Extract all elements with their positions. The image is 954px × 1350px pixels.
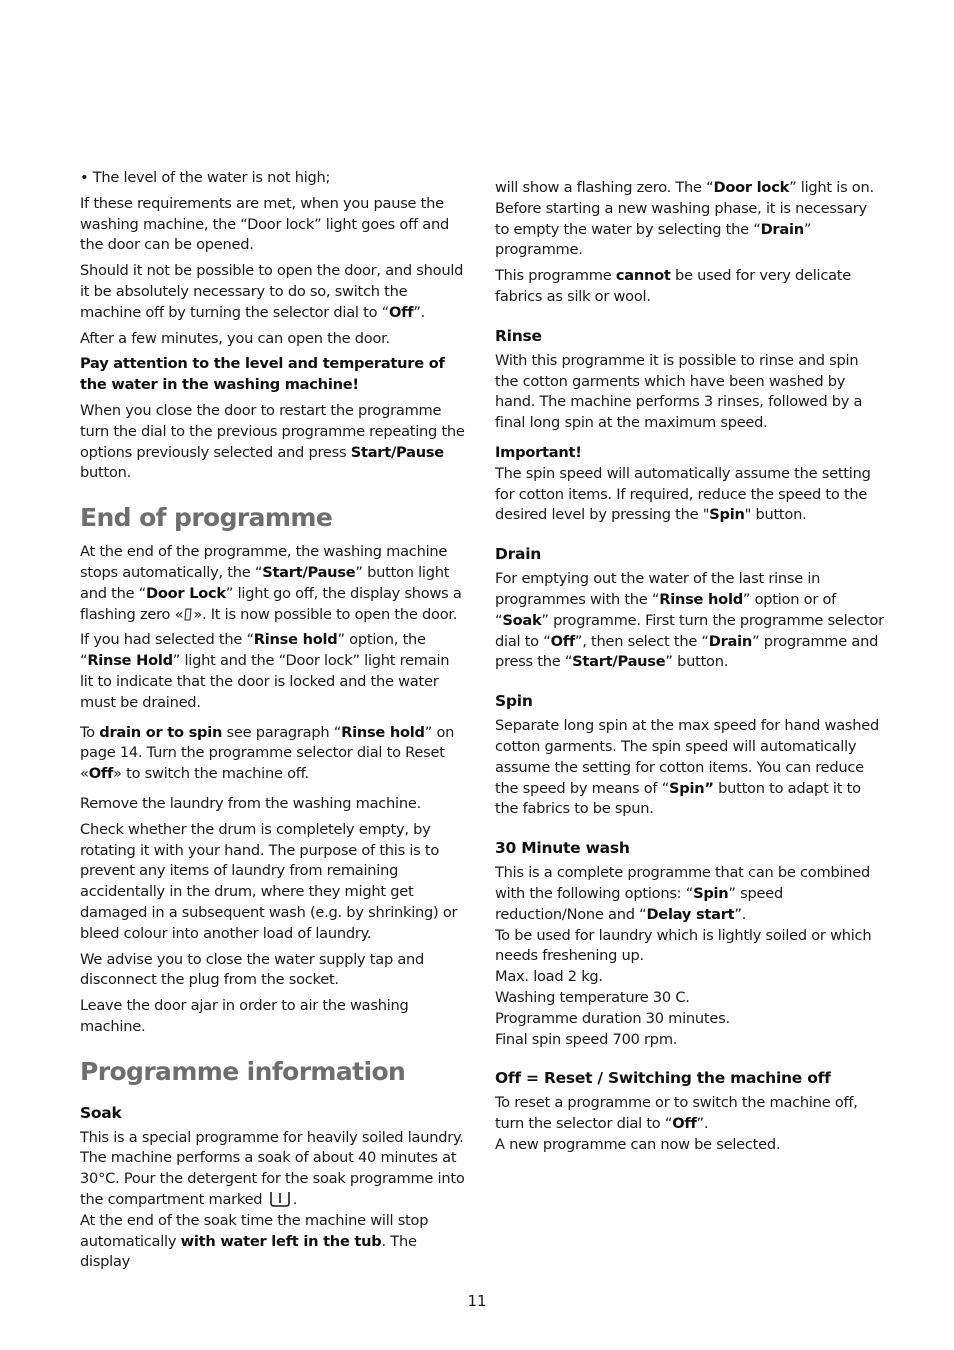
warning-text: Pay attention to the level and temperature of the water in the washing machine! — [80, 355, 445, 394]
section-title-programme-information: Programme information — [80, 1056, 406, 1086]
subheading-30-minute-wash: 30 Minute wash — [495, 839, 630, 858]
paragraph: If you had selected the “Rinse hold” option, the “Rinse Hold” light and the “Door lock” light remain lit to indicate that the door is locked and the water must be drained. — [80, 631, 450, 711]
soak-compartment-icon — [269, 1190, 291, 1208]
left-column — [80, 168, 465, 1278]
section-title-end-of-programme: End of programme — [80, 503, 333, 533]
paragraph: If these requirements are met, when you pause the washing machine, the “Door lock” light goes off and the door can be opened. — [80, 194, 449, 254]
paragraph: This is a complete programme that can be combined with the following options: “Spin” speed reduction/None and “Delay start”. To be used for laundry which is lightly soiled or which needs freshening up. Max. load 2 kg. Washing temperature 30 C. Programme duration 30 minutes. Final spin speed 700 rpm. — [495, 864, 872, 1048]
paragraph: Important! The spin speed will automatically assume the setting for cotton items. If required, reduce the speed to the desired level by pressing the "Spin" button. — [495, 443, 871, 524]
paragraph: To drain or to spin see paragraph “Rinse hold” on page 14. Turn the programme selector dial to Reset «Off» to switch the machine off. — [80, 723, 455, 783]
subheading-off-reset: Off = Reset / Switching the machine off — [495, 1069, 831, 1088]
right-column — [495, 178, 885, 1161]
paragraph: To reset a programme or to switch the machine off, turn the selector dial to “Off”. A new programme can now be selected. — [495, 1094, 858, 1153]
page-number: 11 — [467, 1292, 487, 1310]
paragraph: will show a flashing zero. The “Door lock” light is on. Before starting a new washing phase, it is necessary to empty the water by selecting the “Drain” programme. — [495, 179, 874, 259]
paragraph: We advise you to close the water supply tap and disconnect the plug from the socket. — [80, 950, 425, 989]
important-label: Important! — [495, 443, 582, 461]
paragraph: When you close the door to restart the programme turn the dial to the previous programme repeating the options previously selected and press Start/Pause button. — [80, 401, 465, 482]
bullet-water-level: • The level of the water is not high; — [80, 169, 331, 186]
paragraph: Check whether the drum is completely empty, by rotating it with your hand. The purpose of this is to prevent any items of laundry from remaining accidentally in the drum, where they might get damaged in a subsequent wash (e.g. by shrinking) or bleed colour into another load of laundry. — [80, 820, 458, 942]
paragraph: Should it not be possible to open the door, and should it be absolutely necessary to do so, switch the machine off by turning the selector dial to “Off”. — [80, 262, 464, 321]
paragraph: After a few minutes, you can open the door. — [80, 329, 390, 347]
subheading-drain: Drain — [495, 545, 542, 564]
paragraph: This programme cannot be used for very delicate fabrics as silk or wool. — [495, 267, 851, 305]
subheading-spin: Spin — [495, 692, 533, 711]
subheading-rinse: Rinse — [495, 326, 542, 345]
paragraph: At the end of the programme, the washing machine stops automatically, the “Start/Pause” button light and the “Door Lock” light go off, the display shows a flashing zero « ». It is now possible to open the door. — [80, 543, 462, 623]
paragraph: Leave the door ajar in order to air the washing machine. — [80, 997, 409, 1035]
paragraph: Separate long spin at the max speed for hand washed cotton garments. The spin speed will automatically assume the setting for cotton items. You can reduce the speed by means of “Spin” button to adapt it to the fabrics to be spun. — [495, 717, 880, 818]
flashing-zero-icon — [183, 608, 193, 621]
subheading-soak: Soak — [80, 1103, 122, 1122]
paragraph: Remove the laundry from the washing machine. — [80, 794, 421, 812]
paragraph: This is a special programme for heavily soiled laundry. The machine performs a soak of about 40 minutes at 30°C. Pour the detergent for the soak programme into the compartment marked . At the end of the soak time the machine will stop automatically with water left in the tub. The display — [80, 1128, 465, 1271]
paragraph: With this programme it is possible to rinse and spin the cotton garments which have been washed by hand. The machine performs 3 rinses, followed by a final long spin at the maximum speed. — [495, 351, 863, 432]
paragraph: For emptying out the water of the last rinse in programmes with the “Rinse hold” option or of “Soak” programme. First turn the programme selector dial to “Off”, then select the “Drain” programme and press the “Start/Pause” button. — [495, 570, 884, 671]
